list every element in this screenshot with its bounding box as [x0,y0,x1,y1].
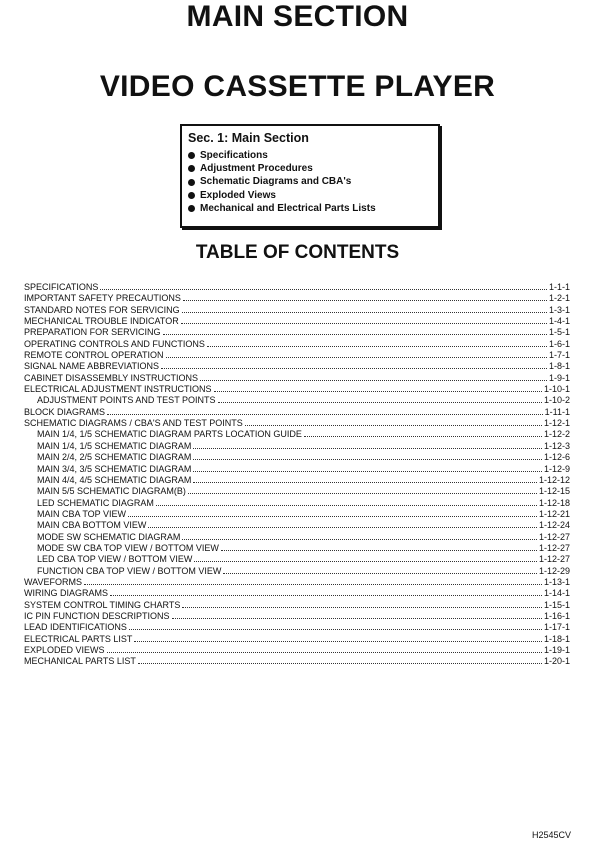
toc-dot-leader [156,498,537,506]
bullet-icon [188,205,195,212]
toc-entry-page: 1-10-1 [543,384,570,395]
document-subtitle: VIDEO CASSETTE PLAYER [99,70,496,103]
toc-dot-leader [193,452,542,460]
toc-entry-page: 1-12-18 [538,497,570,508]
toc-dot-leader [110,588,542,596]
toc-dot-leader [182,600,542,608]
toc-entry-title: MAIN 3/4, 3/5 SCHEMATIC DIAGRAM [37,463,192,474]
toc-entry-page: 1-20-1 [543,656,570,667]
toc-dot-leader [200,373,547,381]
toc-entry-page: 1-19-1 [543,645,570,655]
toc-entry-page: 1-2-1 [548,293,570,304]
toc-entry-page: 1-12-27 [538,542,570,553]
toc-entry-title: REMOTE CONTROL OPERATION [24,350,164,361]
toc-dot-leader [193,475,537,483]
section-item [188,189,438,202]
toc-entry-title: SIGNAL NAME ABBREVIATIONS [24,361,160,372]
toc-dot-leader [194,554,537,562]
toc-entry-title: LED SCHEMATIC DIAGRAM [37,497,154,508]
section-items-list [188,149,438,215]
toc-dot-leader [129,622,542,630]
toc-entry-page: 1-12-27 [538,531,570,542]
toc-dot-leader [166,350,547,358]
toc-dot-leader [183,293,547,301]
toc-dot-leader [182,305,547,313]
toc-entry-title: ADJUSTMENT POINTS AND TEST POINTS [37,395,216,406]
toc-dot-leader [182,532,537,540]
toc-dot-leader [304,429,542,437]
section-item-label: Adjustment Procedures [200,163,313,175]
toc-entry-title: MAIN 4/4, 4/5 SCHEMATIC DIAGRAM [37,474,192,485]
toc-entry[interactable] [24,600,570,611]
toc-entry[interactable] [24,407,570,418]
toc-entry[interactable] [24,611,570,622]
toc-entry-title: SYSTEM CONTROL TIMING CHARTS [24,599,181,610]
toc-entry-page: 1-5-1 [548,327,570,338]
toc-entry[interactable] [24,509,570,520]
document-code: H2545CV [531,830,571,840]
toc-entry[interactable] [24,373,570,384]
bullet-icon [188,192,195,199]
toc-entry-title: MAIN CBA BOTTOM VIEW [37,520,147,531]
toc-entry[interactable] [24,441,570,452]
toc-entry-page: 1-8-1 [548,361,570,372]
toc-entry-title: PREPARATION FOR SERVICING [24,327,161,338]
toc-entry-title: MAIN 1/4, 1/5 SCHEMATIC DIAGRAM PARTS LOCATION GUIDE [37,429,302,440]
toc-dot-leader [181,316,547,324]
toc-dot-leader [218,395,542,403]
toc-entry[interactable] [24,395,570,406]
toc-entry[interactable] [24,339,570,350]
toc-entry-title: LEAD IDENTIFICATIONS [24,622,127,633]
toc-dot-leader [221,543,537,551]
toc-entry-page: 1-7-1 [548,350,570,361]
toc-entry-title: FUNCTION CBA TOP VIEW / BOTTOM VIEW [37,565,222,576]
toc-entry[interactable] [24,361,570,372]
section-item-label: Schematic Diagrams and CBA's [200,176,352,188]
toc-entry-title: MAIN CBA TOP VIEW [37,508,127,519]
toc-entry-title: WIRING DIAGRAMS [24,588,109,599]
toc-dot-leader [193,464,542,472]
section-item [188,149,438,162]
toc-entry[interactable] [24,486,570,497]
toc-entry-title: MECHANICAL TROUBLE INDICATOR [24,316,179,327]
section-item [188,202,438,215]
toc-entry[interactable] [24,645,570,656]
toc-dot-leader [245,418,542,426]
toc-dot-leader [172,611,542,619]
toc-entry[interactable] [24,282,570,293]
toc-entry[interactable] [24,452,570,463]
toc-entry-page: 1-4-1 [548,316,570,327]
toc-dot-leader [128,509,537,517]
toc-entry[interactable] [24,316,570,327]
toc-entry-page: 1-12-6 [543,452,570,463]
toc-entry-title: MODE SW CBA TOP VIEW / BOTTOM VIEW [37,542,219,553]
toc-dot-leader [107,407,543,415]
toc-entry-page: 1-12-9 [543,463,570,474]
toc-dot-leader [223,566,537,574]
section-item [188,175,438,188]
toc-entry-page: 1-12-24 [538,520,570,531]
toc-entry[interactable] [24,634,570,645]
toc-entry[interactable] [24,327,570,338]
main-title: MAIN SECTION [186,0,409,33]
toc-entry-title: MODE SW SCHEMATIC DIAGRAM [37,531,181,542]
section-summary-box [180,124,440,228]
toc-entry-title: SCHEMATIC DIAGRAMS / CBA'S AND TEST POINTS [24,418,243,429]
toc-entry[interactable] [24,384,570,395]
toc-entry-page: 1-12-12 [538,474,570,485]
toc-entry[interactable] [24,305,570,316]
toc-entry-page: 1-12-29 [538,565,570,576]
toc-entry-title: IC PIN FUNCTION DESCRIPTIONS [24,610,170,621]
toc-entry-title: IMPORTANT SAFETY PRECAUTIONS [24,293,181,304]
toc-entry-page: 1-12-3 [543,440,570,451]
toc-heading: TABLE OF CONTENTS [195,242,400,263]
toc-entry-page: 1-16-1 [543,610,570,621]
toc-entry[interactable] [24,475,570,486]
toc-entry-page: 1-1-1 [548,282,570,292]
table-of-contents [24,282,570,668]
toc-entry-page: 1-12-27 [538,554,570,565]
toc-entry-title: MAIN 5/5 SCHEMATIC DIAGRAM(B) [37,486,186,497]
section-item [188,162,438,175]
toc-entry[interactable] [24,577,570,588]
toc-entry-page: 1-12-21 [538,508,570,519]
section-item-label: Mechanical and Electrical Parts Lists [200,202,376,214]
toc-entry-page: 1-9-1 [548,372,570,383]
toc-entry-title: BLOCK DIAGRAMS [24,406,106,417]
toc-entry-page: 1-14-1 [543,588,570,599]
toc-dot-leader [138,656,542,664]
toc-entry-page: 1-12-15 [538,486,570,497]
toc-entry-page: 1-18-1 [543,633,570,644]
toc-entry-title: OPERATING CONTROLS AND FUNCTIONS [24,338,205,349]
toc-entry-title: EXPLODED VIEWS [24,645,105,655]
toc-entry[interactable] [24,464,570,475]
toc-entry[interactable] [24,532,570,543]
toc-entry-page: 1-17-1 [543,622,570,633]
toc-entry-title: MECHANICAL PARTS LIST [24,656,136,667]
toc-entry[interactable] [24,418,570,429]
toc-entry[interactable] [24,588,570,599]
toc-entry[interactable] [24,520,570,531]
toc-entry-title: LED CBA TOP VIEW / BOTTOM VIEW [37,554,193,565]
toc-entry-page: 1-11-1 [544,406,570,417]
toc-entry-title: MAIN 2/4, 2/5 SCHEMATIC DIAGRAM [37,452,192,463]
toc-entry-title: MAIN 1/4, 1/5 SCHEMATIC DIAGRAM [37,440,192,451]
toc-entry-page: 1-13-1 [543,576,570,587]
toc-entry[interactable] [24,293,570,304]
toc-entry-page: 1-12-1 [543,418,570,429]
toc-entry-page: 1-12-2 [543,429,570,440]
toc-entry[interactable] [24,429,570,440]
bullet-icon [188,179,195,186]
toc-dot-leader [148,520,537,528]
toc-entry-title: ELECTRICAL ADJUSTMENT INSTRUCTIONS [24,384,212,395]
toc-entry[interactable] [24,622,570,633]
toc-entry-page: 1-3-1 [548,304,570,315]
toc-entry-title: CABINET DISASSEMBLY INSTRUCTIONS [24,372,199,383]
toc-dot-leader [161,361,547,369]
toc-entry-title: SPECIFICATIONS [24,282,99,292]
toc-entry[interactable] [24,498,570,509]
toc-entry[interactable] [24,566,570,577]
toc-dot-leader [84,577,542,585]
toc-entry-title: WAVEFORMS [24,576,82,587]
toc-dot-leader [163,327,547,335]
toc-entry[interactable] [24,554,570,565]
toc-entry-title: ELECTRICAL PARTS LIST [24,633,133,644]
toc-entry[interactable] [24,543,570,554]
toc-dot-leader [107,645,542,653]
bullet-icon [188,152,195,159]
toc-entry-title: STANDARD NOTES FOR SERVICING [24,304,180,315]
toc-entry-page: 1-15-1 [543,599,570,610]
bullet-icon [188,165,195,172]
toc-entry[interactable] [24,350,570,361]
toc-dot-leader [188,486,537,494]
section-box-title: Sec. 1: Main Section [188,131,309,145]
toc-dot-leader [207,339,547,347]
toc-dot-leader [214,384,542,392]
toc-entry-page: 1-10-2 [543,395,570,406]
toc-dot-leader [134,634,542,642]
section-item-label: Exploded Views [200,189,276,201]
section-item-label: Specifications [200,150,268,161]
toc-entry-page: 1-6-1 [548,338,570,349]
toc-entry[interactable] [24,656,570,667]
toc-dot-leader [193,441,542,449]
toc-dot-leader [100,282,547,290]
